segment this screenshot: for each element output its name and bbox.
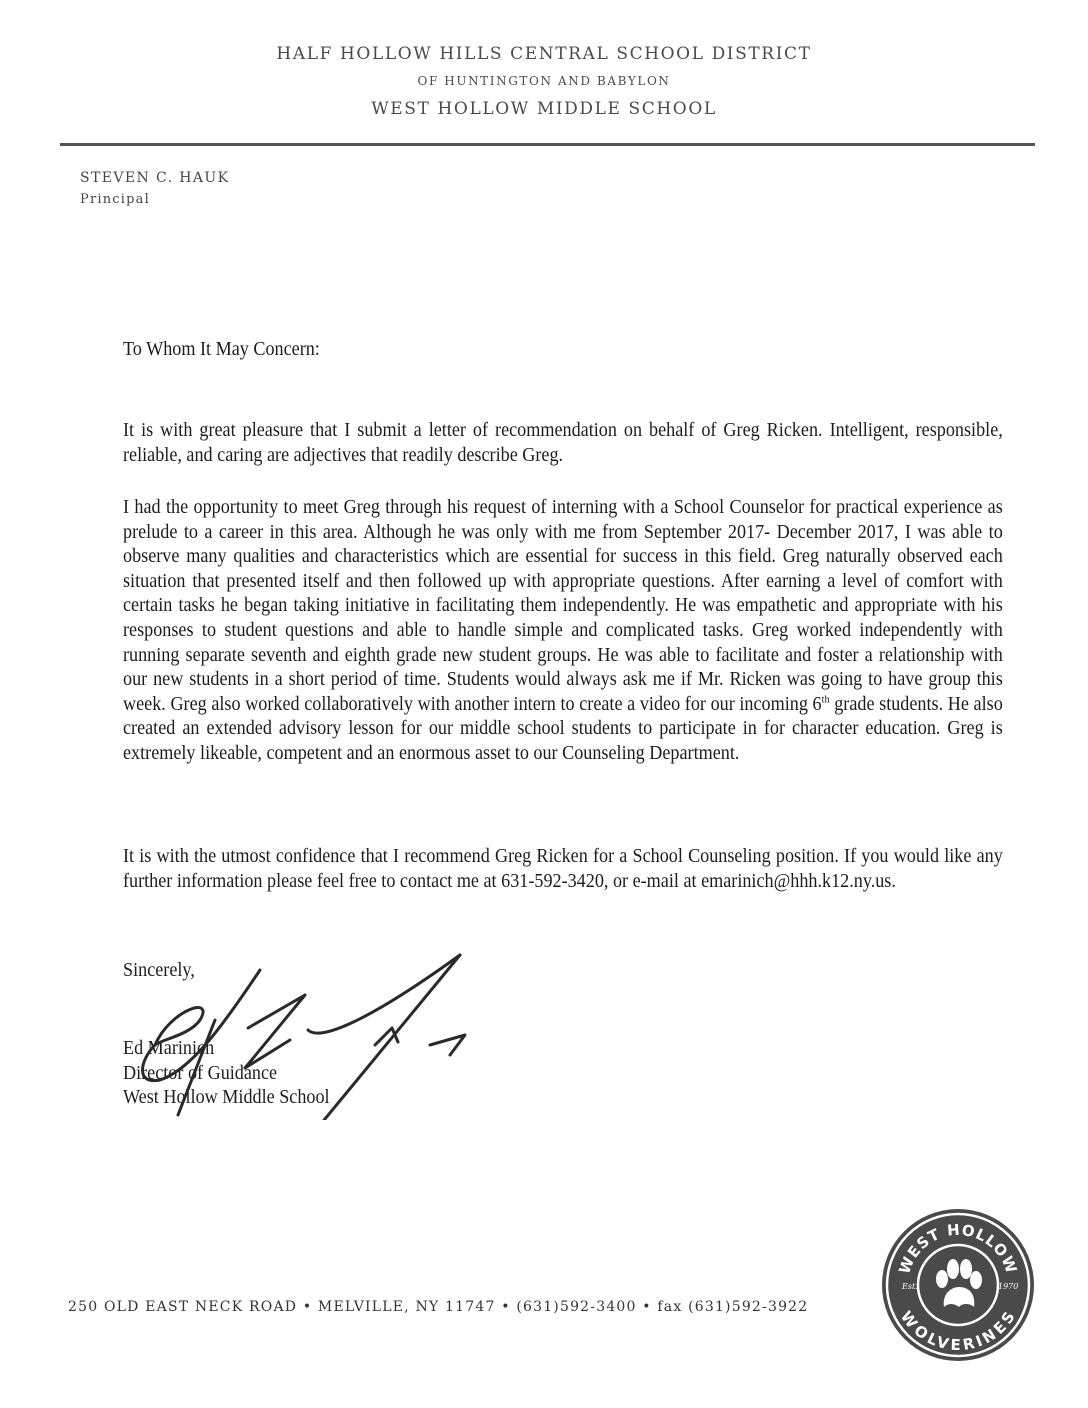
school-seal-logo [880, 1207, 1036, 1363]
paragraph-2 [123, 496, 1003, 767]
paragraph-2-part-b: grade students. He also created an extended advisory lesson for our middle school students to participate in for character education. Greg is extremely likeable, competent and an enormous asset to our Counseling Department. [123, 693, 1003, 764]
principal-block [80, 170, 229, 207]
svg-text:WOLVERINES: WOLVERINES [896, 1307, 1020, 1355]
svg-text:Est.: Est. [902, 1282, 918, 1291]
header-divider [60, 143, 1035, 146]
closing: Sincerely, [123, 960, 195, 981]
ordinal-suffix: th [821, 693, 830, 706]
signer-title: Director of Guidance [123, 1062, 278, 1084]
principal-name: STEVEN C. HAUK [80, 170, 230, 186]
footer-address: 250 OLD EAST NECK ROAD • MELVILLE, NY 11747 • (631)592-3400 • fax (631)592-3922 [68, 1299, 809, 1315]
handwritten-signature-icon [130, 950, 530, 1120]
paragraph-3: It is with the utmost confidence that I recommend Greg Ricken for a School Counseling position. If you would like any further information please feel free to contact me at 631-592-3420, or e-mail at emarinich@hhh.k12.ny.us. [123, 846, 1003, 892]
paragraph-1: It is with great pleasure that I submit a letter of recommendation on behalf of Greg Ricken. Intelligent, responsible, reliable, and caring are adjectives that readily describe Greg. [123, 420, 1003, 466]
signer-school: West Hollow Middle School [123, 1087, 330, 1108]
salutation: To Whom It May Concern: [123, 339, 320, 360]
paragraph-2-part-a: I had the opportunity to meet Greg through his request of interning with a School Counselor for practical experience as prelude to a career in this area. Although he was only with me from September 2017- December 2017, I was able to observe many qualities and characteristics which are essential for success in this field. Greg naturally observed each situation that presented itself and then followed up with appropriate questions. After earning a level of comfort with certain tasks he began taking initiative in facilitating them independently. He was empathetic and appropriate with his responses to student questions and able to handle simple and complicated tasks. Greg worked independently with running separate seventh and eighth grade new student groups. He was able to facilitate and foster a relationship with our new students in a short period of time. Students would always ask me if Mr. Ricken was going to have group this week. Greg also worked collaboratively with another intern to create a video for our incoming 6 [123, 497, 1003, 715]
principal-title: Principal [80, 192, 150, 207]
signer-name: Ed Marinich [123, 1038, 215, 1059]
school-name: WEST HOLLOW MIDDLE SCHOOL [371, 99, 717, 119]
svg-text:WEST HOLLOW: WEST HOLLOW [895, 1220, 1021, 1277]
district-name: HALF HOLLOW HILLS CENTRAL SCHOOL DISTRICT [276, 44, 812, 64]
svg-text:1970: 1970 [998, 1282, 1019, 1291]
district-subtitle: OF HUNTINGTON AND BABYLON [417, 74, 671, 88]
